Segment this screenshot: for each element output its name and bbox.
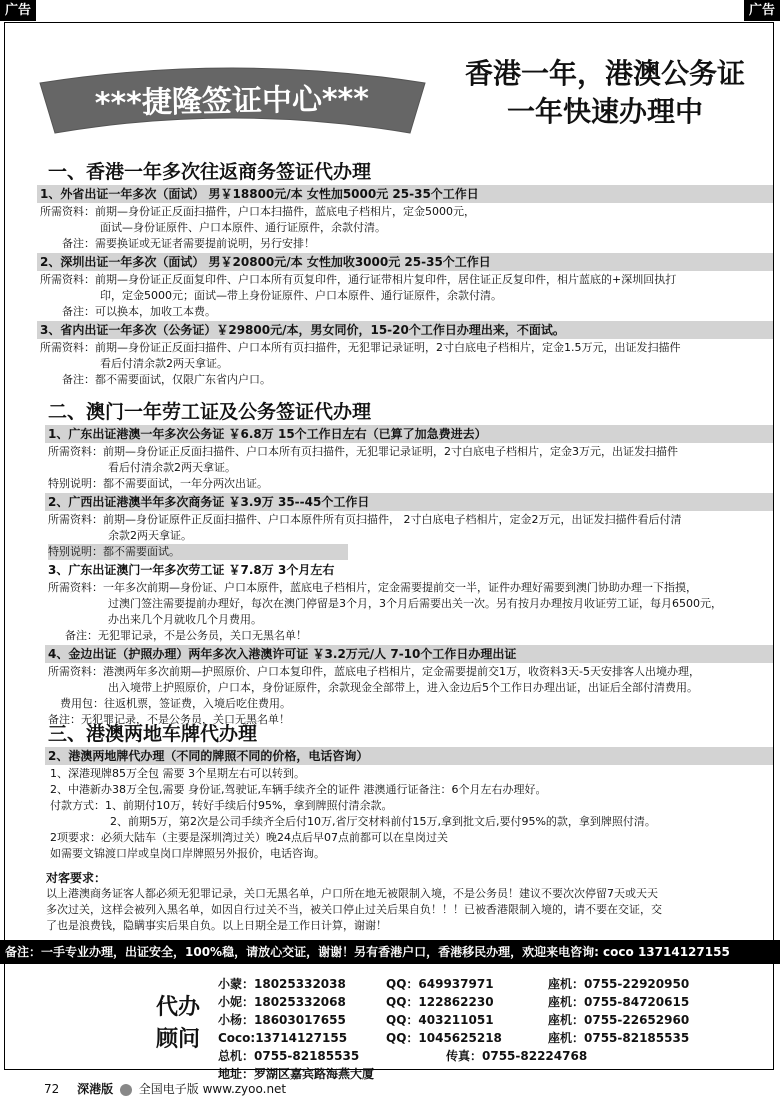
item-bar: 2、广西出证港澳半年多次商务证 ￥3.9万 35--45个工作日 xyxy=(45,493,773,511)
requirements-line: 了也是浪费钱，隐瞒事实后果自负。以上日期全是工作日计算，谢谢！ xyxy=(46,919,387,932)
contact-name: 小妮：18025332068 xyxy=(218,995,346,1009)
item-note: 备注：可以换本，加收工本费。 xyxy=(62,305,216,318)
section-plates xyxy=(0,722,780,862)
section-macau-visa xyxy=(0,400,780,728)
item-line: 办出来几个月就收几个月费用。 xyxy=(108,613,262,626)
hq-phone: 总机：0755-82185535 xyxy=(218,1049,360,1063)
item-line: 所需资料：前期—身份证正反面扫描件、户口本所有页扫描件，无犯罪记录证明，2寸白底电子档相片，定金1.5万元，出证发扫描件 xyxy=(40,341,681,354)
item-line: 如需要文锦渡口岸或皇岗口岸牌照另外报价，电话咨询。 xyxy=(50,847,325,860)
address: 地址：罗湖区嘉宾路海燕大厦 xyxy=(218,1067,375,1081)
contact-qq: QQ：122862230 xyxy=(386,995,494,1009)
section-title: 二、澳门一年劳工证及公务签证代办理 xyxy=(48,401,372,423)
banner-text: ***捷隆签证中心*** xyxy=(94,81,370,122)
advisor-label xyxy=(153,992,203,1056)
section-title: 一、香港一年多次往返商务签证代办理 xyxy=(48,161,372,183)
edition-label: 深港版 xyxy=(77,1082,114,1096)
section-hk-visa xyxy=(0,160,780,388)
contact-row xyxy=(218,1048,587,1065)
item-line: 1、深港现牌85万全包 需要 3个星期左右可以转到。 xyxy=(50,767,305,780)
headline xyxy=(440,55,770,131)
contact-tel: 座机：0755-22920950 xyxy=(548,977,690,991)
fax: 传真：0755-82224768 xyxy=(446,1049,588,1063)
item-line: 余款2两天拿证。 xyxy=(108,529,192,542)
requirements-title: 对客要求： xyxy=(46,871,107,885)
advisor-label-line-1: 代办 xyxy=(155,995,200,1020)
contact-name: 小蒙：18025332038 xyxy=(218,977,346,991)
item-line: 2、前期5万，第2次是公司手续齐全后付10万,省厅交材料前付15万,拿到批文后,要付95%的款，拿到牌照付清。 xyxy=(110,815,656,828)
ad-tag-right: 广告 xyxy=(744,0,780,21)
advisor-label-line-2: 顾问 xyxy=(155,1027,200,1052)
item-note: 备注：需要换证或无证者需要提前说明，另行安排！ xyxy=(62,237,315,250)
contact-tel: 座机：0755-82185535 xyxy=(548,1031,690,1045)
requirements-line: 多次过关，这样会被列入黑名单，如因自行过关不当，被关口停止过关后果自负！！！已被香港限制入境的，请不要在交证，交 xyxy=(46,903,662,916)
item-bar: 1、外省出证一年多次（面试） 男￥18800元/本 女性加5000元 25-35个工作日 xyxy=(37,185,773,203)
item-note: 备注：都不需要面试，仅限广东省内户口。 xyxy=(62,373,271,386)
item-line: 付款方式：1、前期付10万，转好手续后付95%，拿到牌照付清余款。 xyxy=(50,799,393,812)
item-line: 所需资料：前期—身份证正反面扫描件，户口本扫描件，蓝底电子档相片，定金5000元， xyxy=(40,205,475,218)
contact-row xyxy=(218,994,689,1011)
item-line: 所需资料：一年多次前期—身份证、户口本原件，蓝底电子档相片，定金需要提前交一半，证件办理好需要到澳门协助办理一下指摸， xyxy=(48,581,697,594)
item-line: 所需资料：前期—身份证正反面复印件、户口本所有页复印件，通行证带相片复印件，居住证正反复印件，相片蓝底的+深圳回执打 xyxy=(40,273,677,286)
item-line: 所需资料：前期—身份证原件正反面扫描件、户口本原件所有页扫描件， 2寸白底电子档相片，定金2万元，出证发扫描件看后付清 xyxy=(48,513,682,526)
item-line: 出入境带上护照原价，户口本，身份证原件，余款现金全部带上，进入金边后5个工作日办理出证，出证后全部付清费用。 xyxy=(108,681,698,694)
contact-qq: QQ：1045625218 xyxy=(386,1031,502,1045)
item-note: 特别说明：都不需要面试，一年分两次出证。 xyxy=(48,477,268,490)
contact-qq: QQ：649937971 xyxy=(386,977,494,991)
item-line: 面试—身份证原件、户口本原件、通行证原件，余款付清。 xyxy=(100,221,386,234)
requirements-line: 以上港澳商务证客人都必须无犯罪记录，关口无黑名单，户口所在地无被限制入境，不是公务员！建议不要次次停留7天或天天 xyxy=(46,887,658,900)
memo-bar: 备注：一手专业办理，出证安全，100%稳，请放心交证，谢谢！另有香港户口，香港移民办理，欢迎来电咨询: coco 13714127155 xyxy=(0,940,780,964)
contact-name: 小杨：18603017655 xyxy=(218,1013,346,1027)
agency-banner xyxy=(35,45,430,140)
contact-tel: 座机：0755-84720615 xyxy=(548,995,690,1009)
item-line: 费用包：往返机票，签证费，入境后吃住费用。 xyxy=(60,697,291,710)
item-line: 所需资料：前期—身份证正反面扫描件、户口本所有页扫描件，无犯罪记录证明，2寸白底电子档相片，定金3万元，出证发扫描件 xyxy=(48,445,678,458)
section-title: 三、港澳两地车牌代办理 xyxy=(48,723,258,745)
item-bar: 2、港澳两地牌代办理（不同的牌照不同的价格，电话咨询） xyxy=(45,747,773,765)
item-bar: 2、深圳出证一年多次（面试） 男￥20800元/本 女性加收3000元 25-35个工作日 xyxy=(37,253,773,271)
footer xyxy=(44,1080,286,1098)
item-line: 过澳门签注需要提前办理好，每次在澳门停留是3个月，3个月后需要出关一次。另有按月办理按月收证劳工证，每月6500元， xyxy=(108,597,722,610)
item-bar: 4、金边出证（护照办理）两年多次入港澳许可证 ￥3.2万元/人 7-10个工作日办理出证 xyxy=(45,645,773,663)
item-line: 2项要求：必须大陆车（主要是深圳湾过关）晚24点后早07点前都可以在皇岗过关 xyxy=(50,831,448,844)
headline-line-2: 一年快速办理中 xyxy=(506,95,703,128)
item-line: 看后付清余款2两天拿证。 xyxy=(100,357,228,370)
item-line: 看后付清余款2两天拿证。 xyxy=(108,461,236,474)
item-note: 备注：无犯罪记录，不是公务员，关口无黑名单！ xyxy=(48,713,290,726)
item-line: 2、中港新办38万全包,需要 身份证,驾驶证,车辆手续齐全的证件 港澳通行证备注：6个月左右办理好。 xyxy=(50,783,547,796)
item-bar: 3、广东出证澳门一年多次劳工证 ￥7.8万 3个月左右 xyxy=(45,561,773,579)
contact-tel: 座机：0755-22652960 xyxy=(548,1013,690,1027)
headline-line-1: 香港一年，港澳公务证 xyxy=(464,57,745,90)
item-bar: 3、省内出证一年多次（公务证）￥29800元/本，男女同价，15-20个工作日办理出来，不面试。 xyxy=(37,321,773,339)
page-number: 72 xyxy=(44,1082,60,1096)
contact-row xyxy=(218,976,689,993)
contact-row xyxy=(218,1030,689,1047)
item-line: 印，定金5000元；面试—带上身份证原件、户口本原件、通行证原件，余款付清。 xyxy=(100,289,502,302)
requirements xyxy=(0,870,780,934)
contact-qq: QQ：403211051 xyxy=(386,1013,494,1027)
contact-row xyxy=(218,1012,689,1029)
item-bar: 1、广东出证港澳一年多次公务证 ￥6.8万 15个工作日左右（已算了加急费进去） xyxy=(45,425,773,443)
site-link[interactable]: 全国电子版 www.zyoo.net xyxy=(138,1082,287,1096)
item-note: 备注：无犯罪记录，不是公务员，关口无黑名单！ xyxy=(65,629,307,642)
item-line: 所需资料：港澳两年多次前期—护照原价、户口本复印件，蓝底电子档相片，定金需要提前交1万，收资料3天-5天安排客人出境办理， xyxy=(48,665,700,678)
ad-tag-left: 广告 xyxy=(0,0,36,21)
globe-icon xyxy=(120,1084,132,1096)
item-note: 特别说明：都不需要面试。 xyxy=(48,544,348,560)
contact-name: Coco:13714127155 xyxy=(218,1031,348,1045)
